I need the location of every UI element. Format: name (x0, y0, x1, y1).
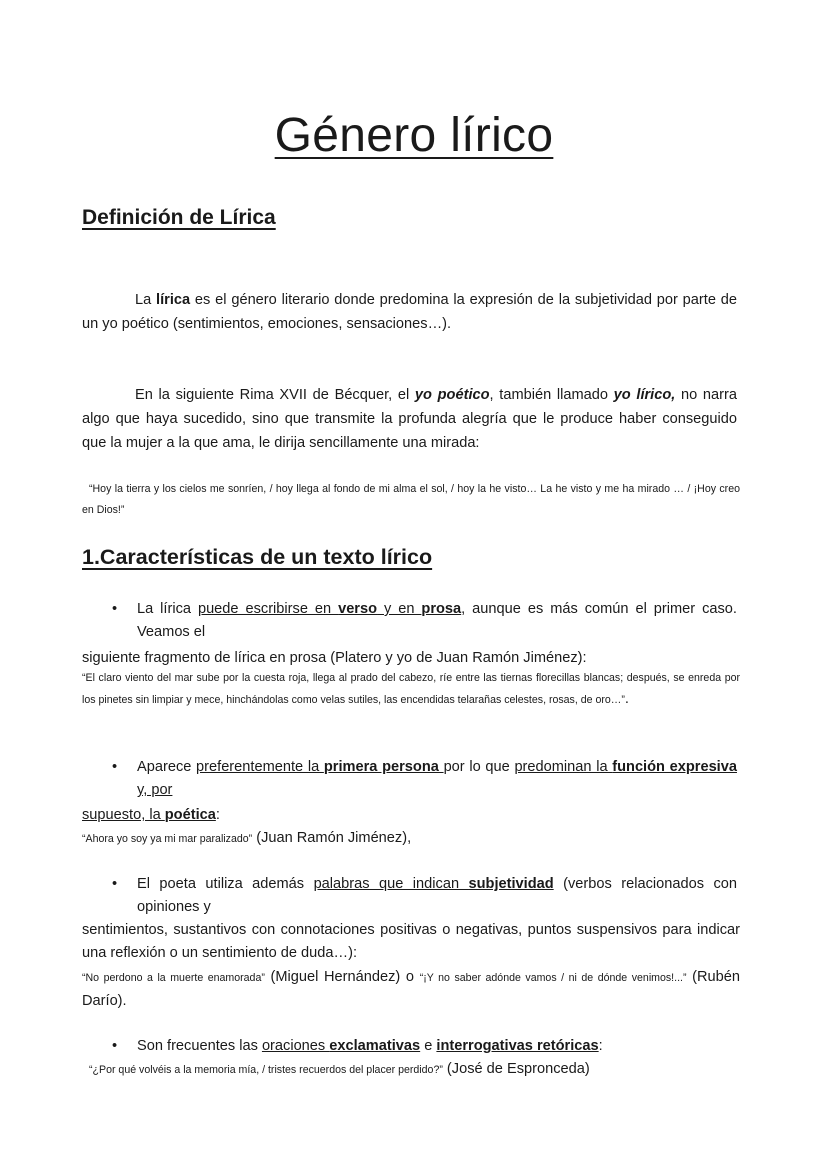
bullet-icon: • (112, 876, 118, 892)
section-heading: 1.Características de un texto lírico (82, 545, 433, 569)
list-item: • El poeta utiliza además palabras que indican subjetividad (verbos relacionados con opiniones y (112, 873, 737, 919)
term-yo-poetico: yo poético (414, 387, 490, 403)
list-item: • Son frecuentes las oraciones exclamativas e interrogativas retóricas: (112, 1035, 737, 1058)
term-yo-lirico: yo lírico, (613, 387, 676, 403)
becquer-paragraph: En la siguiente Rima XVII de Bécquer, el yo poético, también llamado yo lírico, no narra algo que haya sucedido, sino que transmite la profunda alegría que le produce haber conseguido que la mujer a la que ama, le dirija sencillamente una mirada: (82, 387, 737, 451)
bullet-icon: • (112, 601, 118, 617)
definition-heading: Definición de Lírica (82, 206, 276, 229)
platero-quote: “El claro viento del mar sube por la cuesta roja, llega al prado del cabezo, ríe entre las tiernas florecillas blancas; después, se enreda por los pinetes sin limpiar y mece, hinchándolas como velas sutiles, las encendidas telarañas celestes, rosas, de oro…”. (82, 672, 740, 707)
espronceda-quote: “¿Por qué volvéis a la memoria mía, / tristes recuerdos del placer perdido?” (José de Espronceda) (89, 1061, 590, 1077)
hernandez-dario-quotes: “No perdono a la muerte enamorada” (Miguel Hernández) o “¡Y no saber adónde vamos / ni de dónde venimos!...” (Rubén Darío). (82, 969, 740, 1009)
term-lirica: lírica (156, 292, 191, 308)
bullet-icon: • (112, 759, 118, 775)
page-title: Género lírico (274, 109, 554, 162)
jimenez-quote: “Ahora yo soy ya mi mar paralizado” (Juan Ramón Jiménez), (82, 830, 412, 846)
definition-paragraph: La lírica es el género literario donde predomina la expresión de la subjetividad por parte de un yo poético (sentimientos, emociones, sensaciones…). (82, 292, 737, 332)
list-item: • La lírica puede escribirse en verso y en prosa, aunque es más común el primer caso. Veamos el (112, 598, 737, 644)
list-item: • Aparece preferentemente la primera persona por lo que predominan la función expresiva y, por (112, 756, 737, 802)
bullet-continuation: supuesto, la poética: (82, 807, 220, 823)
bullet-icon: • (112, 1038, 118, 1054)
bullet-continuation: siguiente fragmento de lírica en prosa (Platero y yo de Juan Ramón Jiménez): (82, 650, 587, 666)
bullet-continuation: sentimientos, sustantivos con connotaciones positivas o negativas, puntos suspensivos para indicar una reflexión o un sentimiento de duda…): (82, 922, 740, 961)
becquer-quote: “Hoy la tierra y los cielos me sonríen, / hoy llega al fondo de mi alma el sol, / hoy la he visto… La he visto y me ha mirado … / ¡Hoy creo en Dios!” (82, 483, 740, 516)
